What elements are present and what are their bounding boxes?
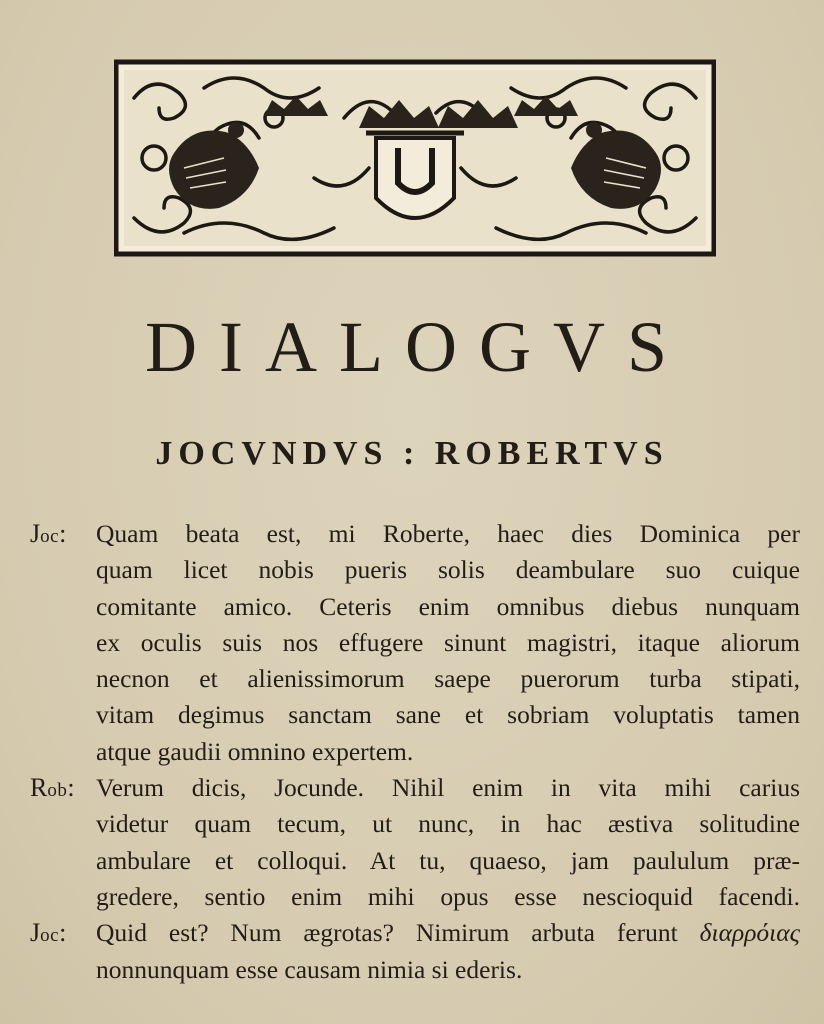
dialogue-body (30, 516, 800, 988)
speech-text (96, 915, 800, 988)
text-line: nonnunquam esse causam nimia si ederis. (96, 954, 523, 984)
speech-jocundus-2 (30, 915, 800, 988)
text-line: ambulare et colloqui. At tu, quaeso, jam paululum præ- (96, 845, 800, 875)
text-line: vitam degimus sanctam sane et sobriam voluptatis tamen (96, 700, 800, 730)
text-line: necnon et alienissimorum saepe puerorum turba stipati, (96, 664, 800, 694)
text-line: videtur quam tecum, ut nunc, in hac æstiva solitudine (96, 809, 800, 839)
speaker-label: Joc: (30, 519, 67, 548)
text-line: Quid est? Num ægrotas? Nimirum arbuta ferunt διαρρόιας (96, 918, 800, 948)
speaker-label: Joc: (30, 918, 67, 948)
text-line: ex oculis suis nos effugere sinunt magistri, itaque aliorum (96, 627, 800, 657)
text-line: Quam beata est, mi Roberte, haec dies Dominica per (96, 519, 800, 548)
speaker-label: Rob: (30, 773, 75, 803)
speech-text (96, 516, 800, 770)
speech-jocundus-1 (30, 516, 800, 770)
dialogue-participants: JOCVNDVS : ROBERTVS (155, 435, 669, 472)
page-title: DIALOGVS (145, 307, 689, 387)
speech-text (96, 770, 800, 915)
text-line: quam licet nobis pueris solis deambulare suo cuique (96, 555, 800, 585)
greek-word: διαρρόιας (699, 918, 800, 948)
text-line: atque gaudii omnino expertem. (96, 736, 414, 766)
speech-robertus-1 (30, 770, 800, 915)
text-line: comitante amico. Ceteris enim omnibus diebus nunquam (96, 591, 800, 621)
text-line: gredere, sentio enim mihi opus esse nescioquid facendi. (96, 881, 800, 911)
text-line: Verum dicis, Jocunde. Nihil enim in vita mihi carius (96, 773, 800, 803)
woodcut-ornament-headpiece (114, 58, 716, 258)
